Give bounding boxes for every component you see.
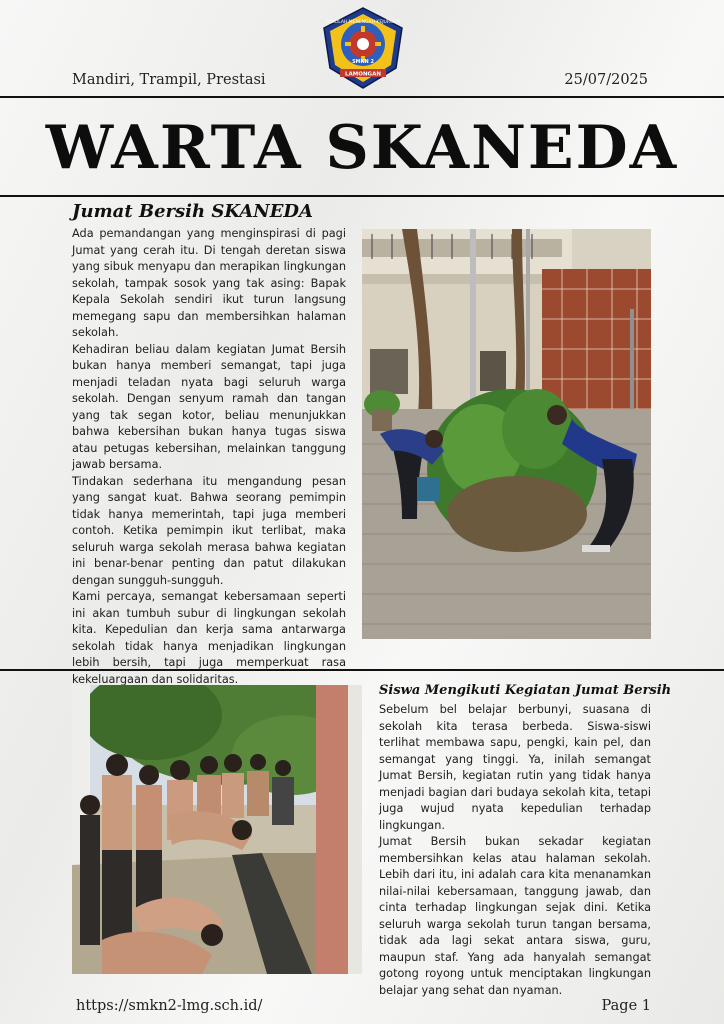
footer-url-link[interactable]: https://smkn2-lmg.sch.id/	[76, 998, 263, 1014]
logo-center-text: SMKN 2	[352, 59, 374, 65]
article1-paragraph: Kami percaya, semangat kebersamaan seperti ini akan tumbuh subur di lingkungan sekolah kita. Kepedulian dan kerja sama antarwarga sekolah tidak hanya menjadikan lingkungan lebih bersih, tapi juga memperkuat rasa kekeluargaan dan solidaritas.	[72, 590, 346, 686]
header-top-rule	[0, 96, 724, 98]
logo-banner-text: LAMONGAN	[345, 71, 381, 78]
article1-paragraph: Ada pemandangan yang menginspirasi di pagi Jumat yang cerah itu. Di tengah deretan siswa yang sibuk menyapu dan merapikan lingkungan sekolah, tampak sosok yang tak asing: Bapak Kepala Sekolah sendiri ikut turun langsung memegang sapu dan membersihkan halaman sekolah.	[72, 227, 346, 339]
article2-body	[379, 702, 651, 999]
motto: Mandiri, Trampil, Prestasi	[72, 72, 266, 88]
article1-headline: Jumat Bersih SKANEDA	[72, 201, 313, 222]
logo-ring-text: SEKOLAH MENENGAH KEJURUAN	[326, 20, 400, 25]
article1-paragraph: Kehadiran beliau dalam kegiatan Jumat Bersih bukan hanya memberi semangat, tapi juga menjadi teladan nyata bagi seluruh warga sekolah. Dengan senyum ramah dan tangan yang tak segan kotor, beliau menunjukkan bahwa kebersihan bukan hanya tugas siswa atau petugas kebersihan, melainkan tanggung jawab bersama.	[72, 342, 346, 471]
photo-students-cleaning	[72, 685, 362, 974]
header-bottom-rule	[0, 195, 724, 197]
newspaper-title: WARTA SKANEDA	[45, 113, 679, 183]
article1-body	[72, 226, 346, 688]
issue-date: 25/07/2025	[564, 72, 648, 88]
school-logo	[320, 6, 406, 90]
article1-paragraph: Tindakan sederhana itu mengandung pesan yang sangat kuat. Bahwa seorang pemimpin tidak hanya memerintah, tapi juga memberi contoh. Ketika pemimpin ikut terlibat, maka seluruh warga sekolah merasa bahwa kegiatan ini benar-benar penting dan patut dilakukan dengan sungguh-sungguh.	[72, 474, 346, 587]
photo-principal-cleaning	[362, 229, 651, 639]
page-number: Page 1	[601, 998, 651, 1014]
article2-paragraph: Sebelum bel belajar berbunyi, suasana di sekolah kita terasa berbeda. Siswa-siswi terlihat membawa sapu, pengki, kain pel, dan semangat yang tinggi. Ya, inilah semangat Jumat Bersih, kegiatan rutin yang tidak hanya menjadi bagian dari budaya sekolah kita, tetapi juga wujud nyata kepedulian terhadap lingkungan.	[379, 703, 651, 832]
section-divider	[0, 669, 724, 671]
school-emblem-gear-icon	[320, 6, 406, 90]
article2-paragraph: Jumat Bersih bukan sekadar kegiatan membersihkan kelas atau halaman sekolah. Lebih dari itu, ini adalah cara kita menanamkan nilai-nilai kebersamaan, tanggung jawab, dan cinta terhadap lingkungan sejak dini. Ketika seluruh warga sekolah turun tangan bersama, tidak ada lagi sekat antara siswa, guru, maupun staf. Yang ada hanyalah semangat gotong royong untuk menciptakan lingkungan belajar yang sehat dan nyaman.	[379, 835, 651, 997]
article2-headline: Siswa Mengikuti Kegiatan Jumat Bersih	[379, 683, 672, 698]
